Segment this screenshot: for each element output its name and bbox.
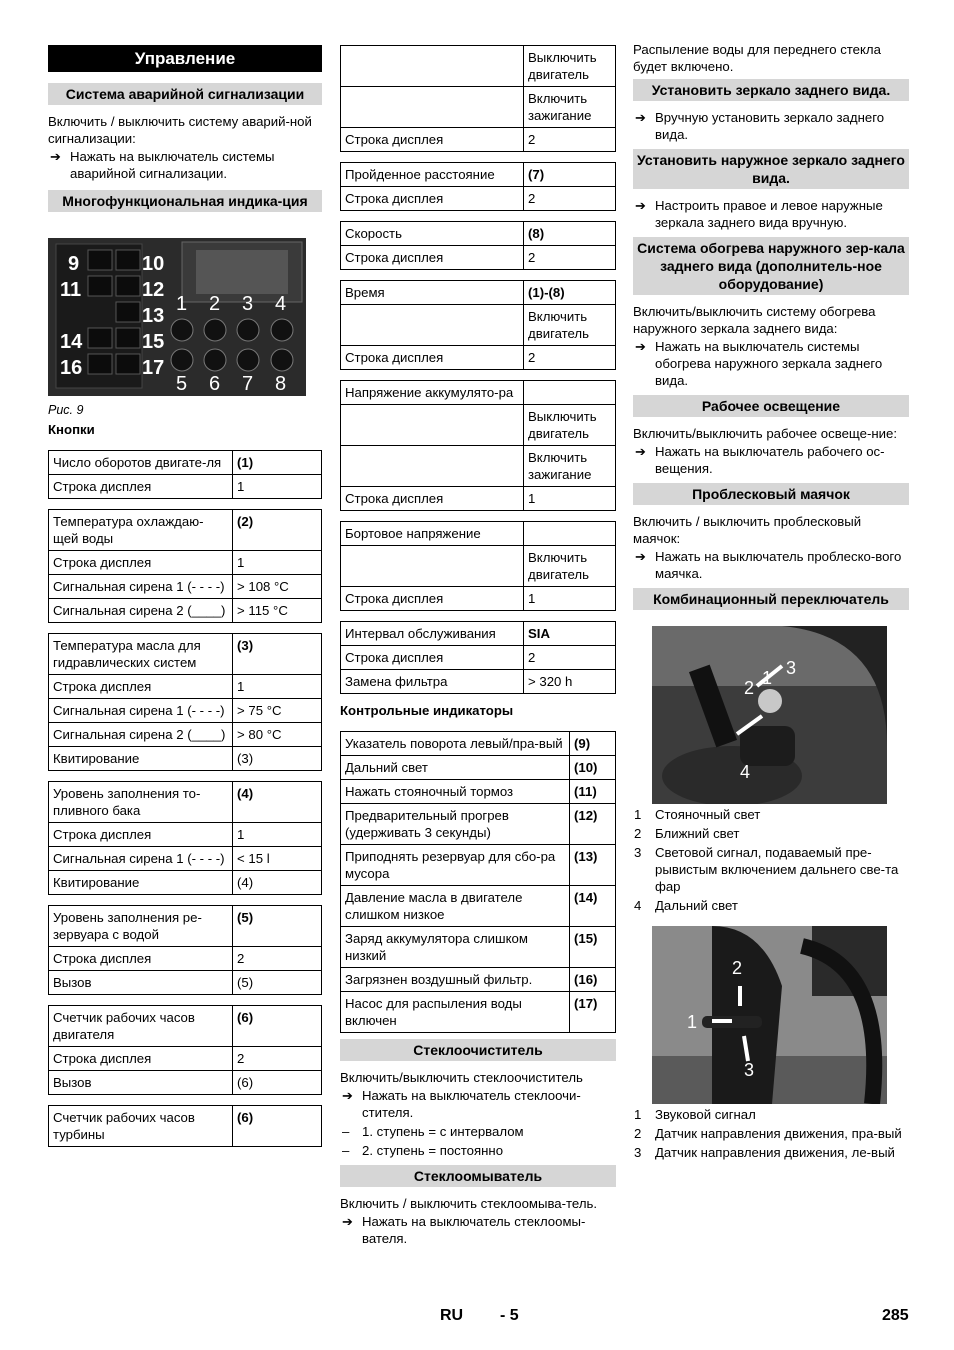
- section-title-mirror: Установить зеркало заднего вида.: [633, 79, 909, 101]
- table-cell-label: Сигнальная сирена 1 (- - - -): [49, 847, 233, 871]
- table-cell-label: Сигнальная сирена 1 (- - - -): [49, 575, 233, 599]
- indicator-label: Давление масла в двигателе слишком низкое: [341, 886, 570, 927]
- section-title-multi: Многофункциональная индика-ция: [48, 190, 322, 212]
- panel-number-12: 12: [142, 279, 165, 301]
- table-row: [341, 487, 616, 511]
- table-cell-label: Замена фильтра: [341, 670, 524, 694]
- table-row: [49, 451, 322, 475]
- table-cell-label: Температура масла для гидравлических систем: [49, 634, 233, 675]
- indicator-number: (11): [570, 780, 616, 804]
- indicator-number: (13): [570, 845, 616, 886]
- work-light-text: Включить/выключить рабочее освеще-ние:: [633, 426, 897, 441]
- spec-table: [48, 450, 322, 499]
- table-cell-value: 1: [524, 587, 616, 611]
- column-2: [340, 45, 616, 1249]
- spec-table: [48, 905, 322, 995]
- list-item: [633, 1144, 909, 1161]
- panel-number-5: 5: [176, 373, 188, 395]
- table-cell-label: Строка дисплея: [49, 823, 233, 847]
- spec-table: [340, 380, 616, 511]
- indicators-title: Контрольные индикаторы: [340, 703, 514, 718]
- table-cell-label: [341, 87, 524, 128]
- table-cell-label: Счетчик рабочих часов турбины: [49, 1106, 233, 1147]
- table-cell-value: Включить зажигание: [524, 446, 616, 487]
- alarm-step: ➔ Нажать на выключатель системы аварийной сигнализации.: [48, 148, 322, 182]
- indicator-number: (14): [570, 886, 616, 927]
- table-row: [341, 381, 616, 405]
- table-cell-label: Вызов: [49, 1071, 233, 1095]
- list-item: [633, 825, 909, 842]
- list-item: [633, 897, 909, 914]
- panel-number-17: 17: [142, 357, 165, 379]
- table-cell-label: Вызов: [49, 971, 233, 995]
- spec-table: [340, 280, 616, 370]
- table-cell-value: (8): [524, 222, 616, 246]
- table-cell-label: Пройденное расстояние: [341, 163, 524, 187]
- table-cell-value: (6): [233, 1071, 322, 1095]
- table-cell-value: < 15 l: [233, 847, 322, 871]
- indicator-row: [341, 804, 616, 845]
- indicator-row: [341, 780, 616, 804]
- table-cell-value: Включить двигатель: [524, 305, 616, 346]
- table-cell-value: (4): [233, 871, 322, 895]
- indicator-number: (9): [570, 732, 616, 756]
- table-row: [341, 281, 616, 305]
- spec-table: [48, 633, 322, 771]
- wiper-text: Включить/выключить стеклоочиститель: [340, 1070, 583, 1085]
- table-cell-label: Строка дисплея: [341, 246, 524, 270]
- panel-number-8: 8: [275, 373, 287, 395]
- section-title-wiper: Стеклоочиститель: [340, 1039, 616, 1061]
- table-row: [341, 646, 616, 670]
- table-cell-value: 2: [233, 1047, 322, 1071]
- indicator-row: [341, 992, 616, 1033]
- table-cell-value: > 108 °C: [233, 575, 322, 599]
- photo2-label-3: 3: [744, 1060, 755, 1080]
- table-row: [49, 947, 322, 971]
- table-cell-label: Скорость: [341, 222, 524, 246]
- panel-number-14: 14: [60, 331, 83, 353]
- combination-switch-photo-1: [652, 626, 887, 804]
- column-3: [633, 41, 909, 1163]
- photo1-label-1: 1: [762, 668, 773, 688]
- panel-number-15: 15: [142, 331, 165, 353]
- table-cell-value: (5): [233, 971, 322, 995]
- page-title: Управление: [48, 45, 322, 72]
- spec-table: [340, 45, 616, 152]
- table-cell-value: > 115 °C: [233, 599, 322, 623]
- mirror-step: ➔ Вручную установить зеркало заднего вида.: [633, 109, 909, 143]
- table-cell-label: Строка дисплея: [341, 128, 524, 152]
- table-row: [341, 87, 616, 128]
- wiper-step: ➔ Нажать на выключатель стеклоочи-стителя.: [340, 1087, 616, 1121]
- table-cell-value: (4): [233, 782, 322, 823]
- table-cell-value: (1)-(8): [524, 281, 616, 305]
- list-item-text: Звуковой сигнал: [655, 1107, 756, 1122]
- table-cell-label: Строка дисплея: [341, 346, 524, 370]
- table-cell-label: Уровень заполнения то-пливного бака: [49, 782, 233, 823]
- beacon-step: ➔ Нажать на выключатель проблеско-вого маячка.: [633, 548, 909, 582]
- heating-step: ➔ Нажать на выключатель системы обогрева наружного зеркала заднего вида.: [633, 338, 909, 389]
- work-light-step: ➔ Нажать на выключатель рабочего ос-вещения.: [633, 443, 909, 477]
- table-cell-label: Квитирование: [49, 747, 233, 771]
- table-cell-value: SIA: [524, 622, 616, 646]
- table-row: [341, 46, 616, 87]
- indicator-number: (10): [570, 756, 616, 780]
- table-row: [341, 522, 616, 546]
- panel-number-10: 10: [142, 253, 165, 275]
- table-cell-label: Строка дисплея: [341, 487, 524, 511]
- table-cell-value: Выключить двигатель: [524, 405, 616, 446]
- table-row: [49, 1071, 322, 1095]
- spec-table: [340, 521, 616, 611]
- table-row: [341, 546, 616, 587]
- table-cell-label: Строка дисплея: [49, 1047, 233, 1071]
- panel-number-6: 6: [209, 373, 221, 395]
- indicator-number: (15): [570, 927, 616, 968]
- panel-number-9: 9: [68, 253, 80, 275]
- table-cell-value: Включить зажигание: [524, 87, 616, 128]
- table-row: [341, 163, 616, 187]
- table-cell-label: [341, 405, 524, 446]
- col1-tables: [48, 450, 322, 1147]
- table-cell-value: 2: [524, 646, 616, 670]
- section-title-outer-mirror: Установить наружное зеркало заднего вида.: [633, 149, 909, 189]
- figure-caption: Рис. 9: [48, 403, 84, 417]
- table-row: [341, 622, 616, 646]
- spec-table: [48, 1005, 322, 1095]
- table-cell-value: Выключить двигатель: [524, 46, 616, 87]
- table-row: [49, 971, 322, 995]
- table-row: [49, 823, 322, 847]
- spec-table: [48, 781, 322, 895]
- list-item: [633, 844, 909, 895]
- table-cell-label: Счетчик рабочих часов двигателя: [49, 1006, 233, 1047]
- wiper-dash-2: – 2. ступень = постоянно: [340, 1142, 616, 1159]
- spec-table: [340, 162, 616, 211]
- table-cell-label: [341, 305, 524, 346]
- photo1-label-3: 3: [786, 658, 797, 678]
- table-row: [49, 871, 322, 895]
- indicator-row: [341, 732, 616, 756]
- wiper-dash-1: – 1. ступень = с интервалом: [340, 1123, 616, 1140]
- section-title-beacon: Проблесковый маячок: [633, 483, 909, 505]
- table-row: [49, 634, 322, 675]
- table-row: [49, 1106, 322, 1147]
- table-cell-value: 2: [524, 346, 616, 370]
- table-row: [341, 128, 616, 152]
- table-cell-label: Строка дисплея: [341, 187, 524, 211]
- list-item-text: Ближний свет: [655, 826, 740, 841]
- table-cell-value: 2: [524, 246, 616, 270]
- list-item: [633, 806, 909, 823]
- panel-number-2: 2: [209, 293, 221, 315]
- table-cell-value: 1: [233, 823, 322, 847]
- table-cell-value: [524, 522, 616, 546]
- table-cell-label: Время: [341, 281, 524, 305]
- indicator-label: Насос для распыления воды включен: [341, 992, 570, 1033]
- indicator-number: (17): [570, 992, 616, 1033]
- table-cell-value: 1: [233, 675, 322, 699]
- panel-number-3: 3: [242, 293, 254, 315]
- table-cell-value: (1): [233, 451, 322, 475]
- indicator-label: Заряд аккумулятора слишком низкий: [341, 927, 570, 968]
- heating-text: Включить/выключить систему обогрева наружного зеркала заднего вида:: [633, 304, 876, 336]
- table-cell-value: > 320 h: [524, 670, 616, 694]
- table-cell-value: (6): [233, 1106, 322, 1147]
- table-row: [49, 551, 322, 575]
- table-row: [49, 1047, 322, 1071]
- list-item-text: Световой сигнал, подаваемый пре-рывистым включением дальнего све-та фар: [655, 845, 899, 894]
- list-item-text: Дальний свет: [655, 898, 738, 913]
- display-panel-figure: [48, 238, 306, 396]
- spec-table: [340, 621, 616, 694]
- table-cell-value: 1: [233, 475, 322, 499]
- indicators-table: [340, 731, 616, 1033]
- alarm-text: Включить / выключить систему аварий-ной сигнализации:: [48, 114, 312, 146]
- washer-text: Включить / выключить стеклоомыва-тель.: [340, 1196, 598, 1211]
- footer-page-number: 285: [882, 1307, 909, 1324]
- indicator-label: Дальний свет: [341, 756, 570, 780]
- combo-list-1: [633, 806, 909, 914]
- table-cell-label: [341, 546, 524, 587]
- table-cell-value: (6): [233, 1006, 322, 1047]
- table-cell-label: Квитирование: [49, 871, 233, 895]
- table-cell-label: Строка дисплея: [49, 947, 233, 971]
- panel-number-16: 16: [60, 357, 83, 379]
- table-cell-value: Включить двигатель: [524, 546, 616, 587]
- table-cell-value: (5): [233, 906, 322, 947]
- table-row: [341, 446, 616, 487]
- table-cell-label: Сигнальная сирена 2 (____): [49, 599, 233, 623]
- table-row: [341, 246, 616, 270]
- table-cell-value: 1: [524, 487, 616, 511]
- washer-step: ➔ Нажать на выключатель стеклоомы-вателя.: [340, 1213, 616, 1247]
- table-cell-label: Уровень заполнения ре-зервуара с водой: [49, 906, 233, 947]
- indicator-label: Приподнять резервуар для сбо-ра мусора: [341, 845, 570, 886]
- table-cell-label: Интервал обслуживания: [341, 622, 524, 646]
- spec-table: [48, 509, 322, 623]
- list-item-number: 4: [634, 898, 642, 913]
- list-item-number: 1: [634, 1107, 642, 1122]
- table-cell-value: > 80 °C: [233, 723, 322, 747]
- section-title-combo: Комбинационный переключатель: [633, 588, 909, 610]
- table-cell-label: Температура охлаждаю-щей воды: [49, 510, 233, 551]
- table-cell-value: 1: [233, 551, 322, 575]
- table-row: [49, 599, 322, 623]
- panel-number-4: 4: [275, 293, 287, 315]
- table-row: [49, 747, 322, 771]
- table-row: [341, 670, 616, 694]
- table-row: [49, 782, 322, 823]
- photo2-label-2: 2: [732, 958, 743, 978]
- table-row: [49, 699, 322, 723]
- table-row: [49, 675, 322, 699]
- panel-number-1: 1: [176, 293, 188, 315]
- list-item-number: 2: [634, 826, 642, 841]
- table-cell-value: > 75 °C: [233, 699, 322, 723]
- section-title-washer: Стеклоомыватель: [340, 1165, 616, 1187]
- list-item-number: 2: [634, 1126, 642, 1141]
- table-row: [49, 510, 322, 551]
- table-row: [49, 575, 322, 599]
- panel-number-7: 7: [242, 373, 254, 395]
- table-cell-value: (7): [524, 163, 616, 187]
- indicator-row: [341, 886, 616, 927]
- footer-section: - 5: [500, 1307, 519, 1324]
- table-cell-value: 2: [524, 187, 616, 211]
- intro-text: Распыление воды для переднего стекла будет включено.: [633, 42, 881, 74]
- section-title-work-light: Рабочее освещение: [633, 395, 909, 417]
- list-item-text: Стояночный свет: [655, 807, 761, 822]
- col2-tables: [340, 45, 616, 694]
- section-title-heating: Система обогрева наружного зер-кала заднего вида (дополнитель-ное оборудование): [633, 237, 909, 295]
- table-row: [341, 587, 616, 611]
- table-cell-label: Строка дисплея: [49, 475, 233, 499]
- photo2-label-1: 1: [687, 1012, 698, 1032]
- column-1: [48, 45, 322, 1157]
- list-item: [633, 1106, 909, 1123]
- table-cell-value: [524, 381, 616, 405]
- buttons-title: Кнопки: [48, 422, 95, 437]
- indicator-row: [341, 845, 616, 886]
- table-cell-label: Сигнальная сирена 1 (- - - -): [49, 699, 233, 723]
- list-item-text: Датчик направления движения, ле-вый: [655, 1145, 895, 1160]
- indicator-row: [341, 756, 616, 780]
- table-cell-label: Строка дисплея: [341, 646, 524, 670]
- table-row: [341, 346, 616, 370]
- indicator-row: [341, 927, 616, 968]
- table-cell-value: (3): [233, 634, 322, 675]
- indicator-label: Нажать стояночный тормоз: [341, 780, 570, 804]
- table-row: [341, 187, 616, 211]
- table-cell-value: 2: [524, 128, 616, 152]
- footer-language: RU: [440, 1307, 464, 1324]
- table-cell-label: Сигнальная сирена 2 (____): [49, 723, 233, 747]
- table-row: [341, 222, 616, 246]
- indicator-label: Указатель поворота левый/пра-вый: [341, 732, 570, 756]
- table-row: [49, 475, 322, 499]
- indicator-label: Загрязнен воздушный фильтр.: [341, 968, 570, 992]
- combination-switch-photo-2: [652, 926, 887, 1104]
- table-row: [49, 906, 322, 947]
- table-cell-label: [341, 46, 524, 87]
- list-item-number: 3: [634, 1145, 642, 1160]
- spec-table: [48, 1105, 322, 1147]
- combo-list-2: [633, 1106, 909, 1161]
- panel-number-13: 13: [142, 305, 165, 327]
- table-row: [49, 723, 322, 747]
- indicator-number: (16): [570, 968, 616, 992]
- table-cell-label: Бортовое напряжение: [341, 522, 524, 546]
- table-cell-label: Строка дисплея: [341, 587, 524, 611]
- photo1-label-2: 2: [744, 678, 755, 698]
- indicator-number: (12): [570, 804, 616, 845]
- indicator-label: Предварительный прогрев (удерживать 3 секунды): [341, 804, 570, 845]
- table-cell-label: [341, 446, 524, 487]
- beacon-text: Включить / выключить проблесковый маячок:: [633, 514, 862, 546]
- table-row: [49, 847, 322, 871]
- list-item: [633, 1125, 909, 1142]
- table-cell-label: Строка дисплея: [49, 675, 233, 699]
- spec-table: [340, 221, 616, 270]
- outer-mirror-step: ➔ Настроить правое и левое наружные зеркала заднего вида вручную.: [633, 197, 909, 231]
- table-cell-value: 2: [233, 947, 322, 971]
- table-row: [341, 305, 616, 346]
- photo1-label-4: 4: [740, 762, 751, 782]
- section-title-alarm: Система аварийной сигнализации: [48, 83, 322, 105]
- table-cell-value: (3): [233, 747, 322, 771]
- panel-number-11: 11: [60, 279, 82, 301]
- table-row: [49, 1006, 322, 1047]
- table-cell-label: Число оборотов двигате-ля: [49, 451, 233, 475]
- list-item-text: Датчик направления движения, пра-вый: [655, 1126, 902, 1141]
- list-item-number: 1: [634, 807, 642, 822]
- table-cell-label: Напряжение аккумулято-ра: [341, 381, 524, 405]
- table-cell-value: (2): [233, 510, 322, 551]
- indicator-row: [341, 968, 616, 992]
- list-item-number: 3: [634, 845, 642, 860]
- table-row: [341, 405, 616, 446]
- table-cell-label: Строка дисплея: [49, 551, 233, 575]
